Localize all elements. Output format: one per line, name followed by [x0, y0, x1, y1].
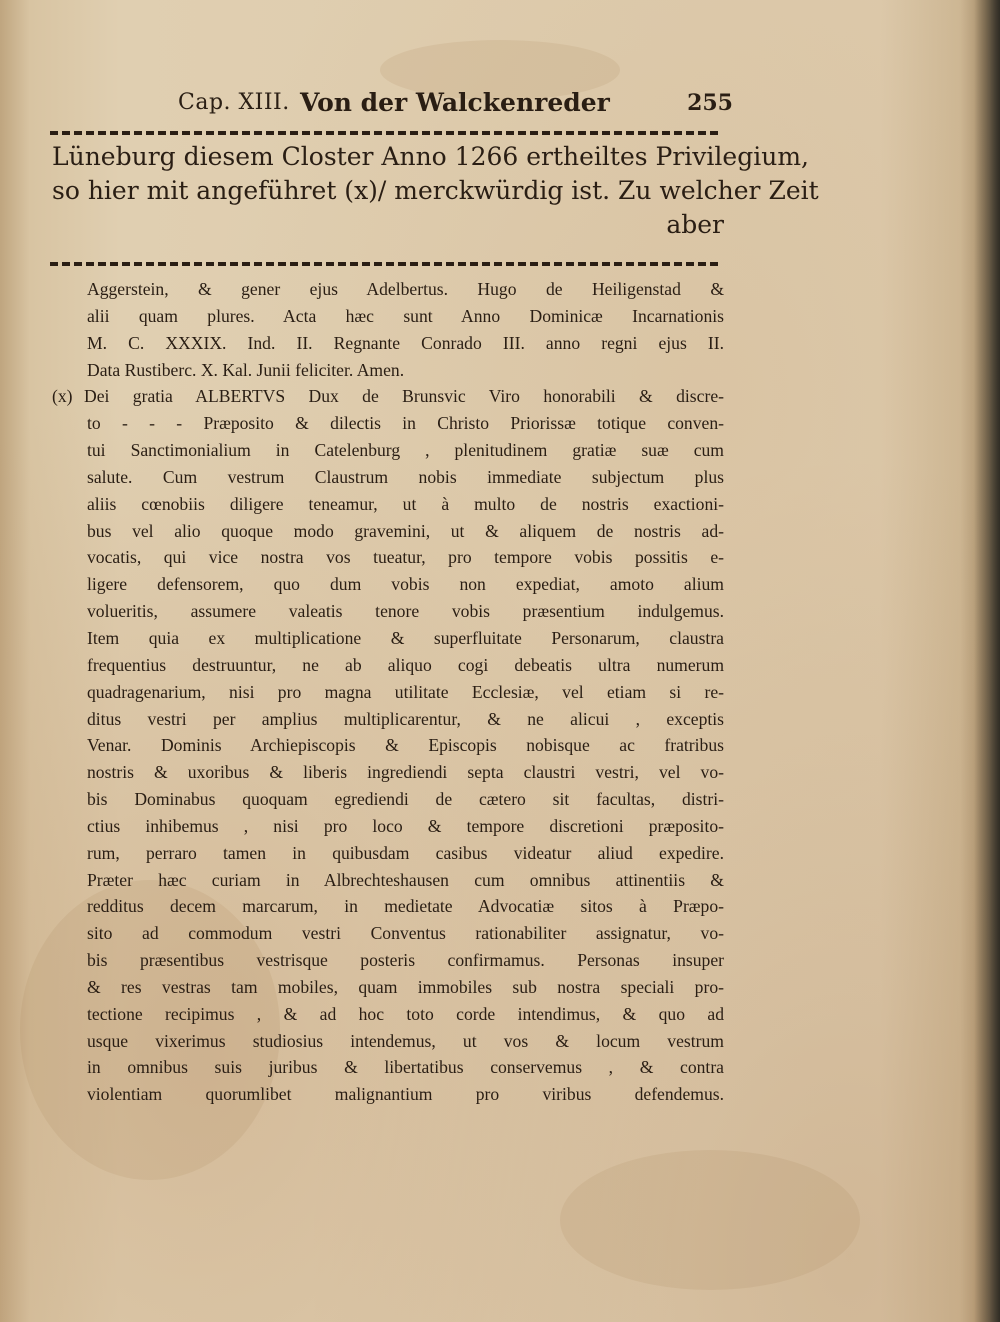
- footnote-line: volueritis, assumere valeatis tenore vobis præsentium indulgemus.: [87, 601, 724, 622]
- page-header: [178, 88, 733, 128]
- header-rule: [50, 131, 718, 135]
- footnote-text: Dei gratia ALBERTVS Dux de Brunsvic Viro honorabili & discre-: [84, 386, 724, 407]
- footnote-line: ctius inhibemus , nisi pro loco & tempore discretioni præposito-: [87, 815, 724, 836]
- footnote-marker: (x): [52, 386, 73, 407]
- paper-stain: [560, 1150, 860, 1290]
- footnote-line: tui Sanctimonialium in Catelenburg , plenitudinem gratiæ suæ cum: [87, 440, 724, 461]
- footnote-line: Venar. Dominis Archiepiscopis & Episcopis nobisque ac fratribus: [87, 735, 724, 756]
- footnote-line: ligere defensorem, quo dum vobis non expediat, amoto alium: [87, 574, 724, 595]
- page-number: 255: [687, 90, 733, 116]
- running-title: Von der Walckenreder: [300, 88, 610, 117]
- footnote-line: redditus decem marcarum, in medietate Advocatiæ sitos à Præpo-: [87, 896, 724, 917]
- page-edge-shadow: [974, 0, 1000, 1322]
- footnote-line: & res vestras tam mobiles, quam immobiles sub nostra speciali pro-: [87, 976, 724, 997]
- chapter-label: Cap. XIII.: [178, 90, 290, 115]
- footnote-line: to - - - Præposito & dilectis in Christo Priorissæ totique conven-: [87, 413, 724, 434]
- footnote-line: Item quia ex multiplicatione & superfluitate Personarum, claustra: [87, 627, 724, 648]
- footnotes-block: [52, 276, 724, 1108]
- footnote-rule: [50, 262, 718, 266]
- footnote-line: rum, perraro tamen in quibusdam casibus videatur aliud expedire.: [87, 842, 724, 863]
- main-text-line: Lüneburg diesem Closter Anno 1266 ertheiltes Privilegium,: [52, 142, 809, 171]
- footnote-line: quadragenarium, nisi pro magna utilitate Ecclesiæ, vel etiam si re-: [87, 681, 724, 702]
- main-text-line: so hier mit angeführet (x)/ merckwürdig ist. Zu welcher Zeit: [52, 176, 819, 205]
- footnote-line: Data Rustiberc. X. Kal. Junii feliciter. Amen.: [87, 359, 405, 380]
- footnote-line: salute. Cum vestrum Claustrum nobis immediate subjectum plus: [87, 466, 724, 487]
- footnote-line: Præter hæc curiam in Albrechteshausen cum omnibus attinentiis &: [87, 869, 724, 890]
- footnote-line: M. C. XXXIX. Ind. II. Regnante Conrado III. anno regni ejus II.: [87, 332, 724, 353]
- footnote-line: frequentius destruuntur, ne ab aliquo cogi debeatis ultra numerum: [87, 654, 724, 675]
- footnote-line: sito ad commodum vestri Conventus rationabiliter assignatur, vo-: [87, 923, 724, 944]
- footnote-line: bus vel alio quoque modo gravemini, ut & aliquem de nostris ad-: [87, 520, 724, 541]
- footnote-line: violentiam quorumlibet malignantium pro viribus defendemus.: [87, 1084, 724, 1105]
- footnote-line: in omnibus suis juribus & libertatibus conservemus , & contra: [87, 1057, 724, 1078]
- footnote-line: nostris & uxoribus & liberis ingrediendi septa claustri vestri, vel vo-: [87, 762, 724, 783]
- footnote-line: usque vixerimus studiosius intendemus, ut vos & locum vestrum: [87, 1030, 724, 1051]
- main-text-block: [52, 140, 819, 242]
- footnote-line: ditus vestri per amplius multiplicarentur, & ne alicui , exceptis: [87, 708, 724, 729]
- footnote-line: bis præsentibus vestrisque posteris confirmamus. Personas insuper: [87, 950, 724, 971]
- catchword: aber: [666, 210, 724, 239]
- footnote-line: alii quam plures. Acta hæc sunt Anno Dominicæ Incarnationis: [87, 305, 724, 326]
- footnote-line: aliis cœnobiis diligere teneamur, ut à multo de nostris exactioni-: [87, 493, 724, 514]
- footnote-line: tectione recipimus , & ad hoc toto corde intendimus, & quo ad: [87, 1003, 724, 1024]
- footnote-line: vocatis, qui vice nostra vos tueatur, pro tempore vobis possitis e-: [87, 547, 724, 568]
- footnote-line-with-marker: [52, 383, 724, 410]
- footnote-line: bis Dominabus quoquam egrediendi de cætero sit facultas, distri-: [87, 789, 724, 810]
- footnote-line: Aggerstein, & gener ejus Adelbertus. Hugo de Heiligenstad &: [87, 279, 724, 299]
